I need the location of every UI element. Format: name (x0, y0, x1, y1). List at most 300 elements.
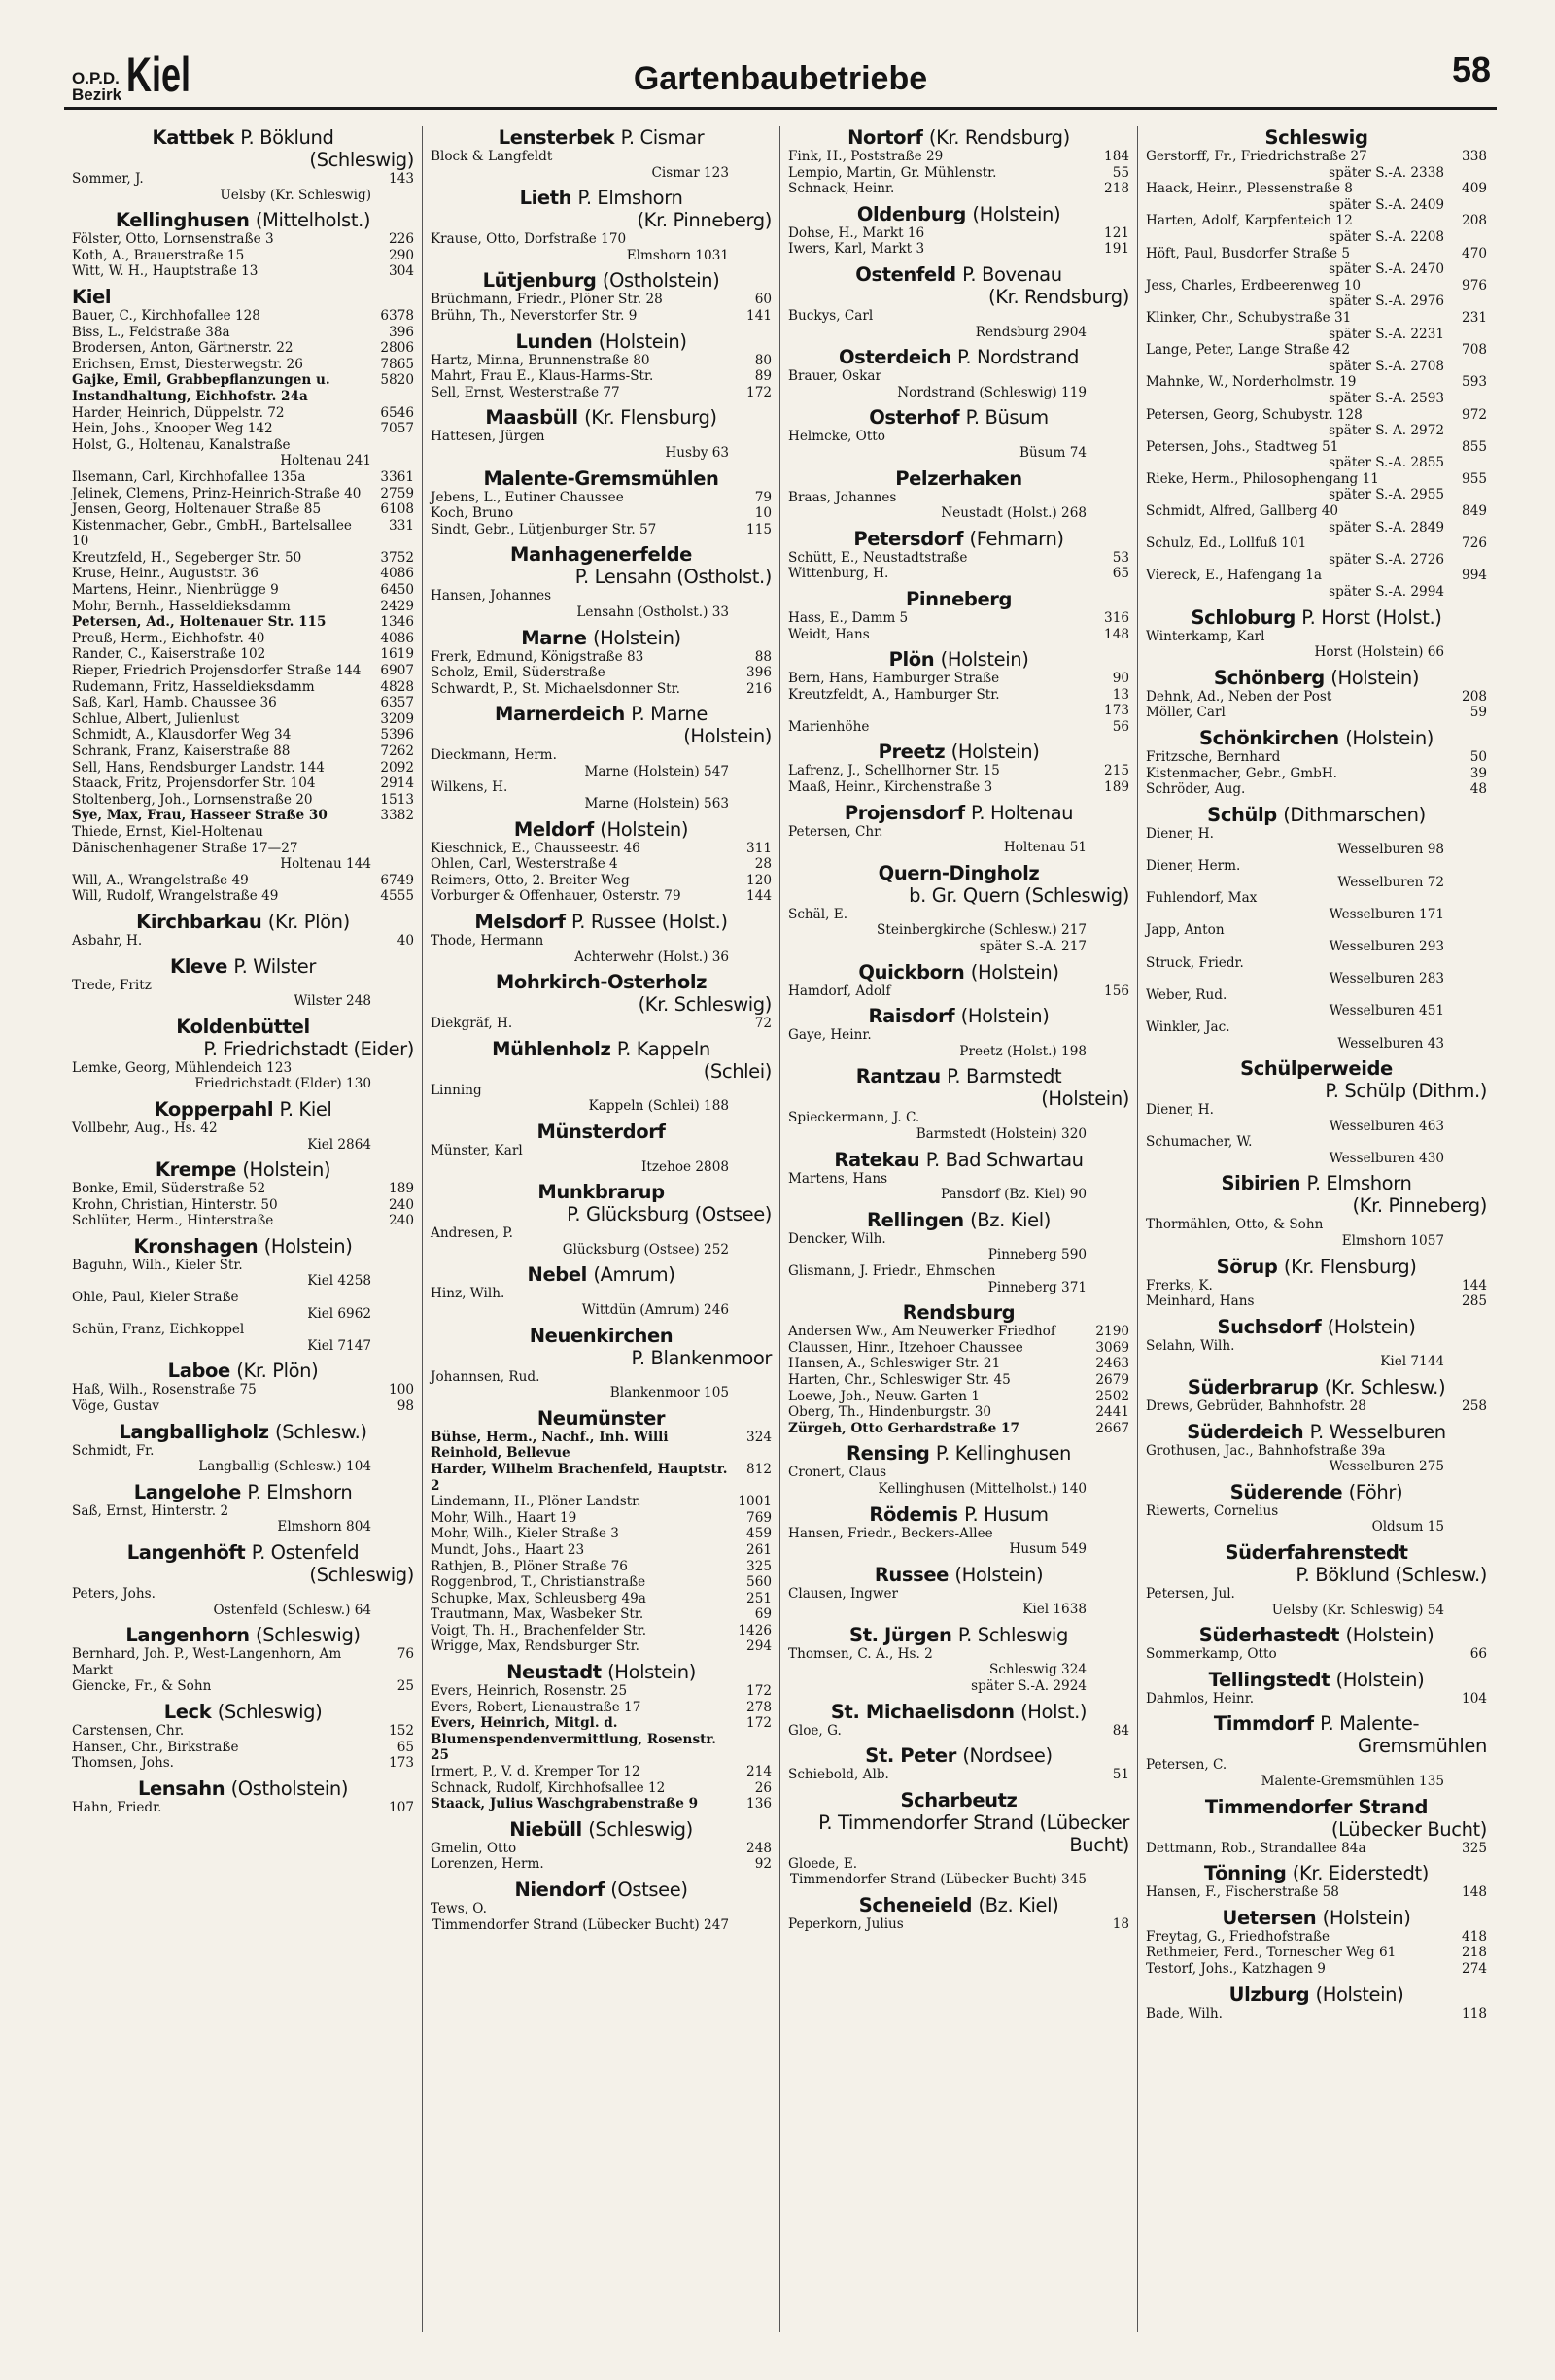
directory-entry (72, 711, 414, 728)
directory-entry (72, 933, 414, 949)
entry-name: Kruse, Heinr., Auguststr. 36 (72, 566, 259, 582)
entry-name: Linning (431, 1082, 482, 1098)
place-suffix: (Kr. Plön) (236, 1360, 319, 1383)
place-heading (788, 961, 1129, 983)
entry-phone-number: 226 (389, 231, 414, 248)
entry-phone-exchange: später S.-A. 2470 (1329, 261, 1444, 278)
directory-entry (72, 1723, 414, 1740)
place-name: Langballigholz (119, 1420, 269, 1443)
directory-entry (72, 743, 414, 760)
place-heading (72, 1098, 414, 1121)
directory-entry (1146, 342, 1487, 359)
entry-phone-number: 115 (746, 521, 772, 537)
directory-entry (1146, 1278, 1487, 1294)
place-heading (788, 1789, 1129, 1811)
entry-phone-exchange: Langballig (Schlesw.) 104 (198, 1459, 371, 1475)
entry-name: Schröder, Aug. (1146, 781, 1246, 798)
directory-entry (431, 1841, 772, 1857)
entry-name: Thode, Hermann (431, 933, 544, 949)
entry-phone-number: 2429 (380, 598, 414, 614)
entry-name: Buckys, Carl (788, 307, 874, 324)
place-subline: (Kr. Pinneberg) (1352, 1194, 1487, 1218)
directory-entry (72, 325, 414, 341)
entry-name: Vorburger & Offenhauer, Osterstr. 79 (431, 888, 681, 905)
place-suffix: P. Holtenau (971, 801, 1074, 824)
place-name: Kellinghusen (115, 209, 250, 232)
directory-entry (431, 841, 772, 857)
columns-container (64, 126, 1497, 2332)
entry-phone-number: 80 (754, 352, 772, 368)
entry-name: Thomsen, C. A., Hs. 2 (788, 1645, 933, 1662)
directory-entry (1146, 1293, 1487, 1310)
entry-phone-exchange: Kiel 7147 (307, 1337, 371, 1354)
directory-entry (788, 149, 1129, 165)
entry-phone-number: 459 (746, 1526, 772, 1542)
entry-name: Sell, Hans, Rendsburger Landstr. 144 (72, 759, 325, 776)
entry-name: Höft, Paul, Busdorfer Straße 5 (1146, 245, 1351, 261)
place-heading (1146, 1481, 1487, 1503)
directory-entry (72, 888, 414, 905)
directory-entry (431, 681, 772, 698)
entry-name: Frerks, K. (1146, 1277, 1213, 1293)
place-heading (72, 1421, 414, 1443)
entry-phone-number: 248 (746, 1840, 772, 1856)
directory-entry (788, 550, 1129, 567)
place-suffix: (Bz. Kiel) (978, 1894, 1059, 1917)
directory-entry (72, 566, 414, 582)
directory-entry (1146, 229, 1487, 246)
place-name: Kattbek (152, 126, 234, 149)
entry-phone-number: 2190 (1095, 1324, 1129, 1340)
place-name: Sörup (1216, 1255, 1278, 1278)
entry-phone-exchange: Wesselburen 293 (1329, 938, 1444, 954)
entry-phone-number: 25 (397, 1678, 414, 1695)
entry-name: Jess, Charles, Erdbeerenweg 10 (1146, 277, 1362, 293)
entry-phone-number: 1001 (738, 1494, 772, 1510)
entry-phone-number: 560 (746, 1574, 772, 1591)
entry-phone-exchange: später S.-A. 2924 (971, 1678, 1087, 1695)
directory-entry (788, 1372, 1129, 1389)
entry-name: Sye, Max, Frau, Hasseer Straße 30 (72, 808, 328, 824)
place-heading (788, 1149, 1129, 1171)
place-suffix: (Holstein) (950, 741, 1040, 764)
entry-name: Hansen, A., Schleswiger Str. 21 (788, 1356, 1001, 1372)
entry-name: Koch, Bruno (431, 505, 514, 522)
entry-name: Braas, Johannes (788, 489, 897, 505)
directory-entry (788, 703, 1129, 719)
entry-phone-number: 13 (1112, 686, 1129, 703)
directory-entry (788, 1526, 1129, 1558)
directory-entry (1146, 1646, 1487, 1663)
directory-entry (431, 385, 772, 401)
entry-phone-number: 290 (389, 247, 414, 263)
directory-entry (788, 763, 1129, 779)
directory-entry (1146, 552, 1487, 569)
place-heading (1146, 804, 1487, 826)
place-suffix: (Holstein) (1315, 1983, 1404, 2006)
place-name: Projensdorf (844, 801, 965, 824)
entry-phone-exchange: Itzehoe 2808 (641, 1158, 729, 1175)
entry-name: Will, A., Wrangelstraße 49 (72, 872, 249, 888)
entry-phone-number: 240 (389, 1213, 414, 1229)
entry-name: Riewerts, Cornelius (1146, 1502, 1279, 1519)
directory-entry (72, 1197, 414, 1214)
entry-name: Winkler, Jac. (1146, 1018, 1230, 1035)
directory-entry (431, 1856, 772, 1873)
place-name: Meldorf (513, 817, 594, 841)
entry-phone-exchange: Wittdün (Amrum) 246 (581, 1301, 729, 1318)
entry-name: Block & Langfeldt (431, 149, 553, 164)
place-name: St. Michaelisdonn (830, 1700, 1015, 1723)
entry-phone-number: 4828 (380, 678, 414, 695)
entry-name: Fink, H., Poststraße 29 (788, 149, 944, 164)
place-heading (1146, 1624, 1487, 1646)
place-suffix: (Holstein) (1335, 1668, 1425, 1691)
entry-name: Bonke, Emil, Süderstraße 52 (72, 1181, 266, 1197)
directory-entry (431, 1510, 772, 1527)
place-name: Lensterbek (498, 126, 615, 149)
place-suffix: (Ostholstein) (230, 1776, 349, 1800)
entry-name: Bernhard, Joh. P., West-Langenhorn, Am Markt (72, 1646, 342, 1678)
entry-name: Selahn, Wilh. (1146, 1337, 1235, 1354)
place-heading (72, 1360, 414, 1382)
entry-name: Evers, Robert, Lienaustraße 17 (431, 1699, 641, 1715)
entry-name: Maaß, Heinr., Kirchenstraße 3 (788, 779, 993, 796)
entry-name: Thormählen, Otto, & Sohn (1146, 1217, 1324, 1233)
place-heading (431, 1407, 772, 1430)
directory-entry (788, 566, 1129, 582)
directory-entry (788, 368, 1129, 400)
place-subline: P. Lensahn (Ostholst.) (574, 566, 772, 589)
place-suffix: (Fehmarn) (969, 527, 1064, 550)
entry-phone-number: 172 (746, 1683, 772, 1700)
entry-phone-number: 7057 (380, 421, 414, 437)
place-name: Melsdorf (474, 911, 566, 934)
directory-entry (431, 1683, 772, 1700)
place-heading (1146, 1907, 1487, 1929)
entry-phone-exchange: später S.-A. 2849 (1329, 519, 1444, 535)
place-heading (431, 187, 772, 209)
directory-entry (788, 1916, 1129, 1933)
directory-entry (1146, 922, 1487, 954)
entry-phone-number: 66 (1469, 1646, 1487, 1663)
entry-phone-number: 1619 (380, 646, 414, 663)
place-name: Suchsdorf (1217, 1315, 1322, 1338)
entry-name: Schupke, Max, Schleusberg 49a (431, 1590, 646, 1606)
place-heading (72, 1235, 414, 1258)
entry-phone-number: 324 (746, 1429, 772, 1445)
entry-name: Erichsen, Ernst, Diesterwegstr. 26 (72, 356, 303, 372)
entry-phone-number: 2092 (380, 759, 414, 776)
place-suffix: P. Büsum (965, 406, 1049, 430)
place-suffix: P. Böklund (240, 126, 334, 149)
place-suffix: P. Barmstedt (947, 1065, 1062, 1088)
entry-phone-exchange: Wesselburen 72 (1337, 874, 1444, 890)
directory-entry (72, 421, 414, 437)
directory-entry (431, 1225, 772, 1258)
place-name: Lieth (519, 187, 572, 210)
column-3 (779, 126, 1137, 2332)
entry-phone-number: 261 (746, 1541, 772, 1558)
place-suffix: (Holstein) (607, 1661, 696, 1684)
directory-entry (431, 292, 772, 308)
entry-phone-number: 65 (1112, 566, 1129, 582)
place-name: Schloburg (1191, 605, 1296, 629)
place-heading (788, 1701, 1129, 1723)
directory-entry (788, 610, 1129, 627)
entry-phone-exchange: Holtenau 241 (280, 453, 371, 469)
place-heading (72, 1777, 414, 1800)
directory-entry (72, 486, 414, 502)
directory-entry (1146, 535, 1487, 552)
directory-entry (431, 490, 772, 506)
entry-phone-number: 972 (1462, 406, 1487, 423)
directory-entry (431, 1780, 772, 1797)
entry-name: Brühn, Th., Neverstorfer Str. 9 (431, 307, 638, 324)
entry-phone-exchange: Elmshorn 1031 (626, 247, 729, 263)
directory-entry (72, 308, 414, 325)
entry-name: Kistenmacher, Gebr., GmbH. (1146, 765, 1337, 781)
entry-name: Grothusen, Jac., Bahnhofstraße 39a (1146, 1442, 1386, 1459)
place-heading (1146, 1421, 1487, 1443)
entry-phone-number: 89 (754, 368, 772, 385)
directory-entry (788, 1421, 1129, 1437)
place-name: Niebüll (509, 1817, 582, 1841)
entry-name: Schrank, Franz, Kaiserstraße 88 (72, 743, 291, 759)
directory-entry (431, 1542, 772, 1559)
entry-phone-number: 143 (389, 171, 414, 187)
entry-name: Schün, Franz, Eichkoppel (72, 1322, 245, 1338)
directory-entry (431, 665, 772, 681)
entry-name: Oberg, Th., Hindenburgstr. 30 (788, 1404, 992, 1421)
place-name: St. Jürgen (849, 1623, 952, 1646)
place-name: Osterhof (869, 406, 960, 430)
place-heading (1146, 1376, 1487, 1398)
entry-phone-number: 311 (746, 840, 772, 856)
place-heading (431, 1121, 772, 1143)
entry-name: Will, Rudolf, Wrangelstraße 49 (72, 888, 279, 905)
entry-phone-exchange: Husby 63 (665, 444, 729, 461)
place-suffix: P. Wilster (233, 954, 316, 978)
directory-entry (788, 429, 1129, 461)
entry-name: Weidt, Hans (788, 626, 870, 642)
entry-name: Schmidt, Fr. (72, 1442, 155, 1459)
entry-phone-exchange: Marne (Holstein) 563 (584, 796, 729, 812)
place-subline: (Kr. Rendsburg) (988, 285, 1129, 308)
entry-phone-exchange: später S.-A. 2994 (1329, 584, 1444, 601)
entry-name: Petersen, Georg, Schubystr. 128 (1146, 406, 1363, 423)
entry-name: Diener, H. (1146, 825, 1214, 842)
place-suffix: (Dithmarschen) (1283, 803, 1426, 826)
entry-phone-exchange: Uelsby (Kr. Schleswig) (220, 187, 371, 203)
entry-phone-number: 189 (1104, 779, 1129, 796)
entry-name: Gloe, G. (788, 1722, 842, 1739)
entry-name: Claussen, Hinr., Itzehoer Chaussee (788, 1339, 1023, 1356)
entry-name: Mahnke, W., Norderholmstr. 19 (1146, 374, 1357, 391)
place-heading (788, 263, 1129, 286)
entry-name: Loewe, Joh., Neuw. Garten 1 (788, 1388, 980, 1404)
column-1 (64, 126, 422, 2332)
entry-name: Mohr, Bernh., Hasseldieksdamm (72, 598, 291, 614)
entry-name: Klinker, Chr., Schubystraße 31 (1146, 309, 1352, 326)
place-name: Petersdorf (853, 527, 964, 550)
entry-phone-exchange: Wilster 248 (294, 993, 371, 1010)
entry-phone-exchange: Friedrichstadt (Elder) 130 (194, 1076, 371, 1092)
directory-entry (431, 1574, 772, 1591)
entry-phone-number: 88 (754, 648, 772, 665)
place-heading (788, 1065, 1129, 1087)
place-name: Schönkirchen (1199, 727, 1339, 749)
entry-phone-exchange: später S.-A. 2972 (1329, 423, 1444, 439)
directory-entry (1146, 471, 1487, 488)
directory-entry (72, 518, 414, 550)
entry-name: Krohn, Christian, Hinterstr. 50 (72, 1196, 278, 1213)
entry-phone-exchange: Neustadt (Holst.) 268 (941, 505, 1087, 522)
entry-name: Evers, Heinrich, Mitgl. d. Blumenspendenvermittlung, Rosenstr. 25 (431, 1715, 717, 1764)
place-subline: (Holstein) (1041, 1087, 1129, 1111)
directory-entry (1146, 165, 1487, 182)
place-name: Süderfahrenstedt (1225, 1541, 1408, 1564)
place-suffix: (Ostholstein) (602, 269, 720, 293)
place-name: Neumünster (536, 1406, 666, 1430)
place-name: Neuenkirchen (529, 1324, 674, 1347)
entry-phone-number: 28 (754, 856, 772, 873)
directory-entry (1146, 987, 1487, 1019)
place-name: Rödemis (869, 1502, 958, 1526)
entry-phone-number: 258 (1462, 1398, 1487, 1415)
entry-name: Staack, Julius Waschgrabenstraße 9 (431, 1796, 699, 1812)
entry-phone-exchange: Ostenfeld (Schlesw.) 64 (213, 1602, 371, 1618)
place-name: Sibirien (1221, 1172, 1301, 1195)
directory-entry (72, 1382, 414, 1398)
directory-entry (1146, 749, 1487, 766)
directory-entry (72, 776, 414, 792)
entry-name: Möller, Carl (1146, 705, 1226, 721)
place-heading (431, 1181, 772, 1203)
place-name: Tönning (1204, 1862, 1287, 1885)
place-name: Marne (521, 626, 587, 649)
directory-entry (72, 1258, 414, 1290)
directory-entry (788, 627, 1129, 643)
directory-entry (1146, 955, 1487, 987)
entry-phone-exchange: Preetz (Holst.) 198 (959, 1043, 1087, 1059)
place-name: Quern-Dingholz (878, 861, 1040, 884)
place-heading (788, 1624, 1129, 1646)
entry-name: Mundt, Johs., Haart 23 (431, 1541, 585, 1558)
entry-name: Wittenburg, H. (788, 566, 889, 582)
place-name: Munkbrarup (537, 1181, 665, 1204)
entry-phone-exchange: Wesselburen 463 (1329, 1118, 1444, 1134)
directory-entry (788, 1389, 1129, 1405)
entry-name: Schnack, Rudolf, Kirchhofsallee 12 (431, 1779, 666, 1796)
entry-name: Giencke, Fr., & Sohn (72, 1678, 212, 1695)
place-name: Langenhorn (125, 1624, 250, 1647)
entry-phone-number: 121 (1104, 224, 1129, 241)
directory-entry (431, 1638, 772, 1655)
entry-name: Holst, G., Holtenau, Kanalstraße (72, 436, 291, 453)
place-name: Kiel (72, 285, 112, 308)
place-name: Rantzau (855, 1065, 941, 1088)
entry-phone-exchange: Holtenau 144 (280, 856, 371, 873)
directory-entry (431, 149, 772, 181)
place-heading (1146, 1057, 1487, 1080)
place-name: Laboe (167, 1360, 230, 1383)
entry-name: Viereck, E., Hafengang 1a (1146, 568, 1323, 584)
place-name: Krempe (155, 1158, 236, 1182)
entry-name: Dahmlos, Heinr. (1146, 1690, 1255, 1707)
entry-phone-exchange: Elmshorn 1057 (1341, 1233, 1444, 1250)
entry-name: Schiebold, Alb. (788, 1767, 889, 1783)
place-name: Pelzerhaken (895, 466, 1022, 490)
place-suffix: (Holstein) (1327, 1315, 1416, 1338)
place-heading (788, 346, 1129, 368)
entry-name: Mahrt, Frau E., Klaus-Harms-Str. (431, 368, 654, 385)
directory-entry (1146, 689, 1487, 706)
place-name: Plön (888, 648, 935, 672)
entry-name: Lorenzen, Herm. (431, 1856, 544, 1873)
place-name: Süderhastedt (1198, 1624, 1340, 1647)
entry-phone-number: 2667 (1095, 1420, 1129, 1436)
entry-phone-exchange: Lensahn (Ostholst.) 33 (576, 604, 729, 620)
entry-phone-exchange: Pinneberg 590 (987, 1247, 1087, 1263)
entry-phone-number: 396 (746, 665, 772, 681)
entry-phone-exchange: Barmstedt (Holstein) 320 (916, 1126, 1087, 1142)
entry-phone-number: 104 (1462, 1690, 1487, 1707)
entry-name: Thomsen, Johs. (72, 1755, 174, 1772)
entry-name: Tews, O. (431, 1901, 487, 1916)
entry-phone-number: 208 (1462, 688, 1487, 705)
entry-name: Wrigge, Max, Rendsburger Str. (431, 1638, 639, 1655)
entry-name: Jelinek, Clemens, Prinz-Heinrich-Straße 40 (72, 485, 362, 501)
place-name: Ostenfeld (855, 262, 956, 286)
place-suffix: P. Elmshorn (247, 1480, 353, 1503)
entry-name: Andersen Ww., Am Neuwerker Friedhof (788, 1324, 1055, 1340)
entry-phone-exchange: später S.-A. 2976 (1329, 293, 1444, 310)
entry-name: Hansen, Johannes (431, 588, 552, 604)
place-subline: P. Timmendorfer Strand (Lübecker Bucht) (818, 1811, 1129, 1856)
entry-phone-number: 208 (1462, 213, 1487, 229)
directory-entry (788, 1171, 1129, 1203)
place-suffix: (Mittelholst.) (255, 209, 371, 232)
entry-phone-number: 107 (389, 1799, 414, 1815)
place-suffix: P. Nordstrand (957, 346, 1080, 369)
directory-entry (431, 353, 772, 369)
entry-name: Rieke, Herm., Philosophengang 11 (1146, 470, 1379, 487)
entry-phone-number: 55 (1112, 164, 1129, 181)
directory-entry (431, 649, 772, 666)
entry-name: Ohle, Paul, Kieler Straße (72, 1290, 239, 1306)
entry-name: Diekgräf, H. (431, 1016, 513, 1032)
entry-name: Harder, Wilhelm Brachenfeld, Hauptstr. 2 (431, 1461, 728, 1494)
directory-entry (431, 1369, 772, 1401)
directory-entry (72, 1398, 414, 1415)
entry-phone-number: 148 (1462, 1884, 1487, 1901)
directory-entry (431, 308, 772, 325)
place-heading (72, 911, 414, 933)
entry-name: Freytag, G., Friedhofstraße (1146, 1928, 1330, 1945)
entry-phone-number: 59 (1469, 705, 1487, 721)
entry-name: Kistenmacher, Gebr., GmbH., Bartelsallee 10 (72, 517, 352, 550)
place-suffix: (Schleswig) (588, 1817, 693, 1841)
place-heading (431, 1661, 772, 1683)
directory-entry (1146, 503, 1487, 520)
entry-name: Petersen, Ad., Holtenauer Str. 115 (72, 614, 327, 631)
directory-entry (72, 614, 414, 631)
entry-name: Zürgeh, Otto Gerhardstraße 17 (788, 1420, 1019, 1436)
directory-entry (431, 747, 772, 779)
entry-phone-number: 2759 (380, 485, 414, 501)
entry-phone-exchange: Kiel 6962 (307, 1305, 371, 1322)
